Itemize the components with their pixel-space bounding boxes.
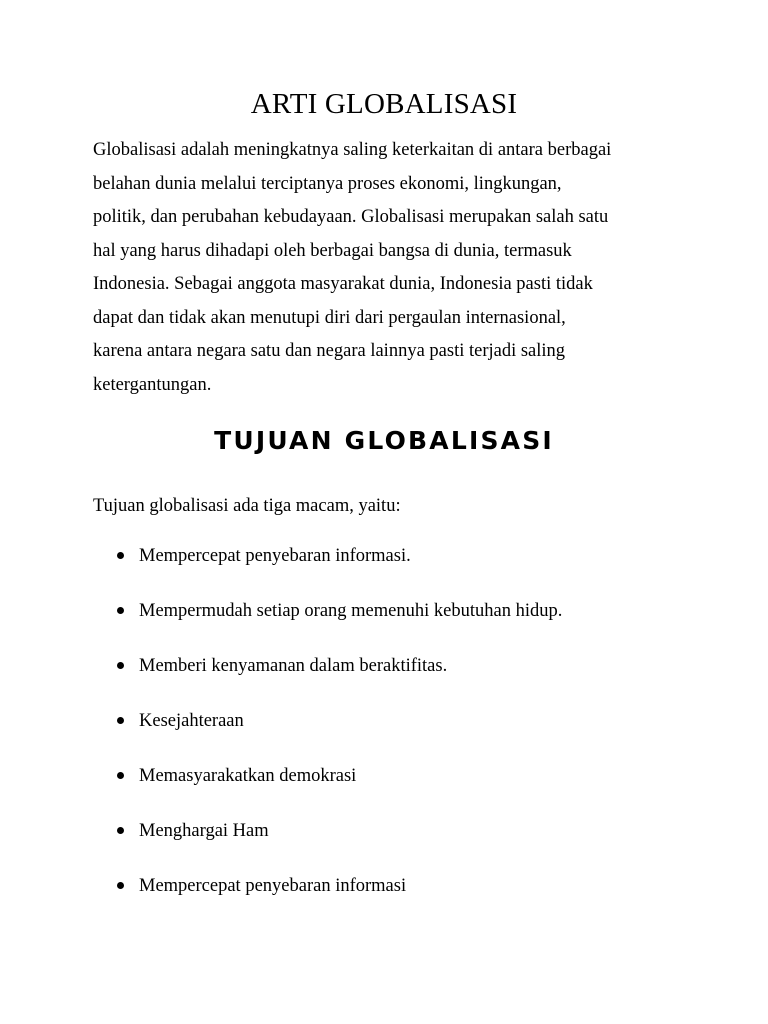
list-item-text: Kesejahteraan xyxy=(139,711,244,731)
bullet-icon xyxy=(117,552,124,559)
paragraph-line: karena antara negara satu dan negara lainnya pasti terjadi saling xyxy=(93,341,566,361)
bullet-icon xyxy=(117,717,124,724)
bullet-icon xyxy=(117,772,124,779)
list-item-text: Mempercepat penyebaran informasi. xyxy=(139,546,411,566)
paragraph-line: dapat dan tidak akan menutupi diri dari pergaulan internasional, xyxy=(93,307,566,328)
paragraph-line: ketergantungan. xyxy=(93,374,212,395)
list-item-text: Mempercepat penyebaran informasi xyxy=(139,876,407,896)
bullet-icon xyxy=(117,882,124,889)
list-intro: Tujuan globalisasi ada tiga macam, yaitu: xyxy=(93,496,401,516)
list-item-text: Memberi kenyamanan dalam beraktifitas. xyxy=(139,656,448,676)
definition-paragraph xyxy=(93,134,693,402)
paragraph-line: hal yang harus dihadapi oleh berbagai bangsa di dunia, termasuk xyxy=(93,240,572,261)
section-heading: TUJUAN GLOBALISASI xyxy=(214,426,554,455)
bullet-icon xyxy=(117,827,124,834)
bullet-icon xyxy=(117,662,124,669)
list-item-text: Mempermudah setiap orang memenuhi kebutuhan hidup. xyxy=(139,601,563,621)
bullet-icon xyxy=(117,607,124,614)
paragraph-line: politik, dan perubahan kebudayaan. Globalisasi merupakan salah satu xyxy=(93,207,609,227)
paragraph-line: Globalisasi adalah meningkatnya saling keterkaitan di antara berbagai xyxy=(93,140,612,160)
list-item-text: Memasyarakatkan demokrasi xyxy=(139,766,357,786)
paragraph-line: Indonesia. Sebagai anggota masyarakat dunia, Indonesia pasti tidak xyxy=(93,274,593,294)
document-title: ARTI GLOBALISASI xyxy=(250,88,518,120)
list-item-text: Menghargai Ham xyxy=(139,821,269,841)
paragraph-line: belahan dunia melalui terciptanya proses ekonomi, lingkungan, xyxy=(93,173,562,194)
